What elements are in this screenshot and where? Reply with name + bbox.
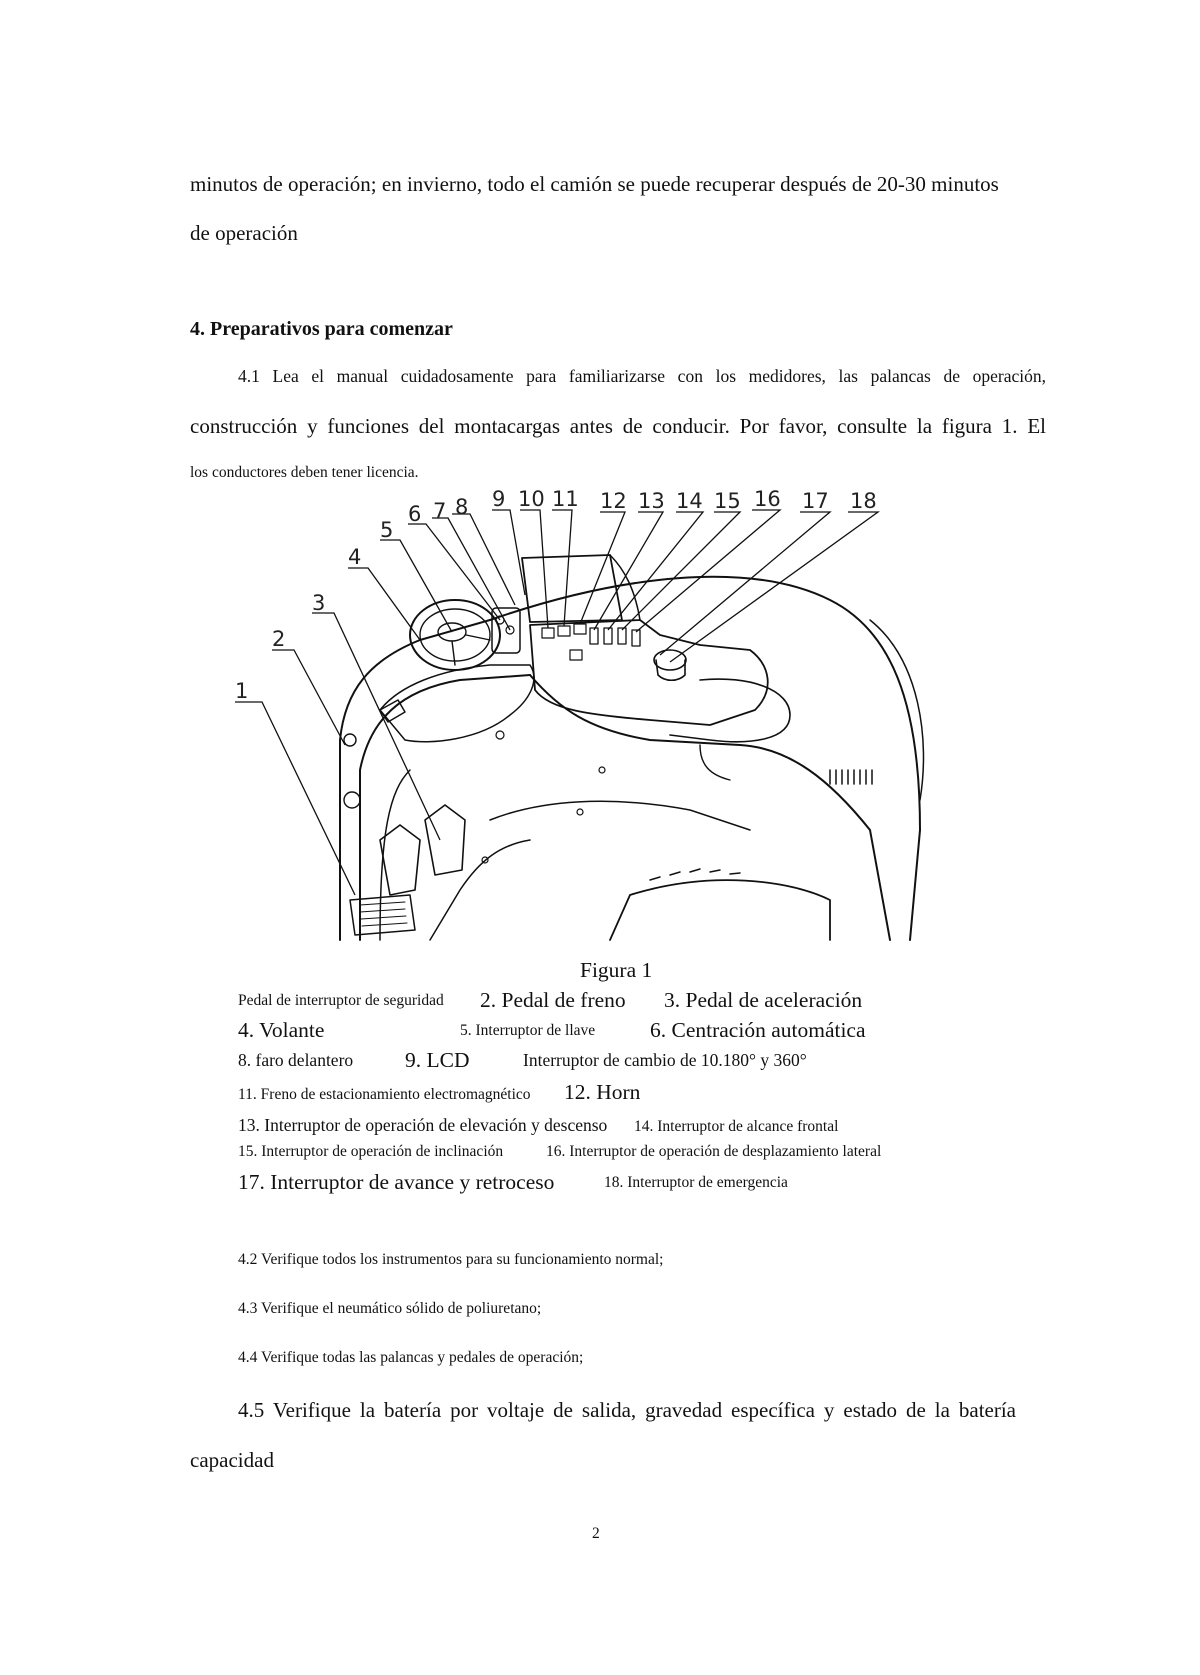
legend-item-17: 17. Interruptor de avance y retroceso bbox=[238, 1170, 555, 1194]
paragraph-4-1-line-3: los conductores deben tener licencia. bbox=[190, 464, 419, 481]
legend-item-13: 13. Interruptor de operación de elevación y descenso bbox=[238, 1115, 608, 1135]
leader-line-7 bbox=[432, 518, 510, 630]
leader-line-2 bbox=[272, 650, 345, 745]
legend-item-10: Interruptor de cambio de 10.180° y 360° bbox=[523, 1050, 807, 1070]
legend-item-8: 8. faro delantero bbox=[238, 1050, 354, 1070]
callout-14: 14 bbox=[676, 489, 703, 513]
callout-4: 4 bbox=[348, 545, 362, 569]
callout-18: 18 bbox=[850, 489, 877, 513]
leader-line-11 bbox=[552, 510, 572, 626]
legend-item-2: 2. Pedal de freno bbox=[480, 988, 626, 1012]
callout-15: 15 bbox=[714, 489, 741, 513]
check-4-2: 4.2 Verifique todos los instrumentos para su funcionamiento normal; bbox=[238, 1251, 664, 1268]
legend-item-18: 18. Interruptor de emergencia bbox=[604, 1174, 788, 1191]
callout-9: 9 bbox=[492, 487, 506, 511]
callout-5: 5 bbox=[380, 518, 394, 542]
leader-line-16 bbox=[636, 510, 780, 632]
check-4-5-line-2: capacidad bbox=[190, 1448, 274, 1472]
callout-16: 16 bbox=[754, 487, 781, 511]
paragraph-4-1-line-2: construcción y funciones del montacargas antes de conducir. Por favor, consulte la figura 1. El bbox=[190, 414, 1046, 438]
leader-line-4 bbox=[348, 568, 420, 640]
callout-3: 3 bbox=[312, 591, 326, 615]
callout-10: 10 bbox=[518, 487, 545, 511]
figure-caption: Figura 1 bbox=[580, 958, 653, 982]
leader-line-15 bbox=[622, 512, 740, 630]
callout-1: 1 bbox=[235, 679, 249, 703]
leader-line-8 bbox=[452, 514, 515, 605]
callout-8: 8 bbox=[455, 495, 469, 519]
legend-item-1: Pedal de interruptor de seguridad bbox=[238, 992, 444, 1009]
callout-17: 17 bbox=[802, 489, 829, 513]
leader-line-13 bbox=[594, 512, 663, 630]
callout-13: 13 bbox=[638, 489, 665, 513]
callout-2: 2 bbox=[272, 627, 286, 651]
leader-line-9 bbox=[492, 510, 525, 595]
callout-11: 11 bbox=[552, 487, 579, 511]
legend-item-14: 14. Interruptor de alcance frontal bbox=[634, 1118, 839, 1135]
leader-line-12 bbox=[580, 512, 625, 624]
callout-7: 7 bbox=[433, 499, 447, 523]
callout-6: 6 bbox=[408, 502, 422, 526]
legend-item-12: 12. Horn bbox=[564, 1080, 641, 1104]
check-4-3: 4.3 Verifique el neumático sólido de poliuretano; bbox=[238, 1300, 542, 1317]
page-number: 2 bbox=[592, 1525, 600, 1542]
legend-item-15: 15. Interruptor de operación de inclinación bbox=[238, 1143, 504, 1160]
legend-item-9: 9. LCD bbox=[405, 1048, 470, 1072]
check-4-4: 4.4 Verifique todas las palancas y pedales de operación; bbox=[238, 1349, 584, 1366]
legend-item-16: 16. Interruptor de operación de desplazamiento lateral bbox=[546, 1143, 882, 1160]
section-heading: 4. Preparativos para comenzar bbox=[190, 318, 453, 340]
legend-item-3: 3. Pedal de aceleración bbox=[664, 988, 863, 1012]
intro-line-2: de operación bbox=[190, 221, 298, 245]
callout-12: 12 bbox=[600, 489, 627, 513]
leader-line-18 bbox=[670, 512, 878, 662]
intro-line-1: minutos de operación; en invierno, todo el camión se puede recuperar después de 20-30 minutos bbox=[190, 172, 999, 196]
legend-item-4: 4. Volante bbox=[238, 1018, 325, 1042]
legend-item-11: 11. Freno de estacionamiento electromagnético bbox=[238, 1086, 531, 1103]
forklift-cab-diagram bbox=[230, 487, 950, 940]
legend-item-5: 5. Interruptor de llave bbox=[460, 1022, 596, 1039]
check-4-5-line-1: 4.5 Verifique la batería por voltaje de salida, gravedad específica y estado de la batería bbox=[238, 1398, 1016, 1422]
paragraph-4-1-line-1: 4.1 Lea el manual cuidadosamente para familiarizarse con los medidores, las palancas de operación, bbox=[238, 366, 1046, 386]
leader-line-6 bbox=[408, 524, 500, 620]
legend-item-6: 6. Centración automática bbox=[650, 1018, 866, 1042]
